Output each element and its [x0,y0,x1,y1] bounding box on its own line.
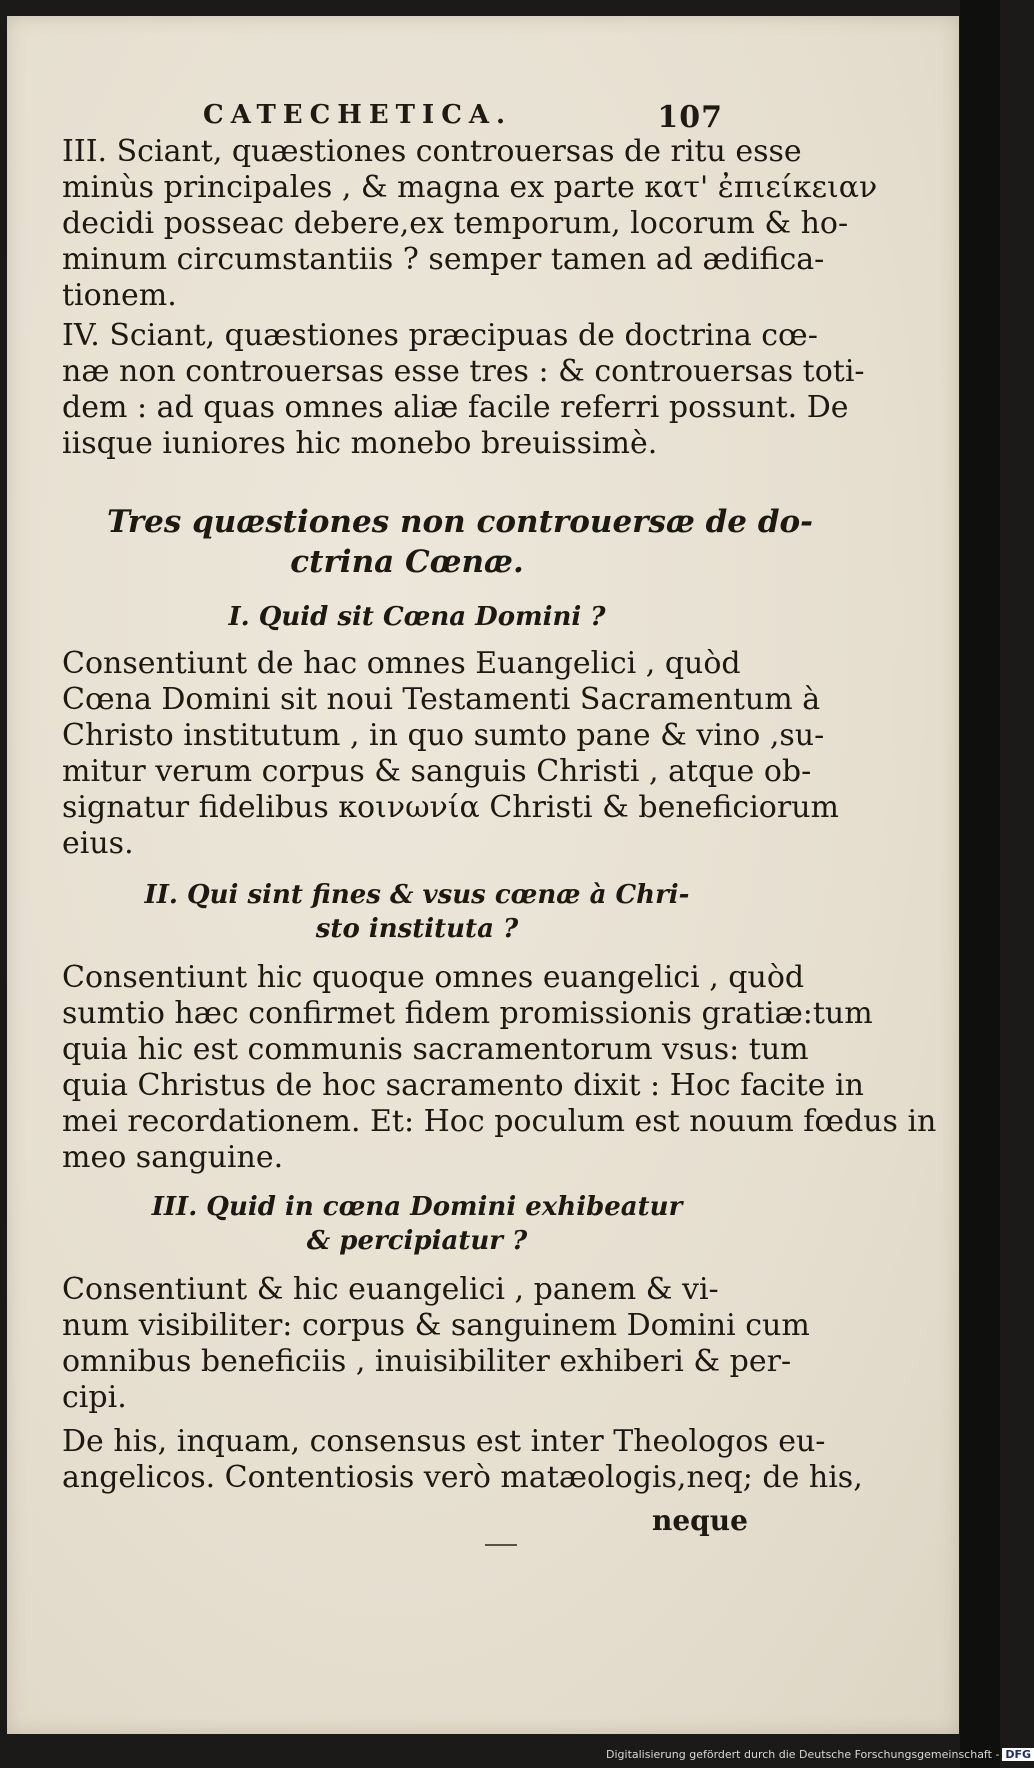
text-line: quia hic est communis sacramentorum vsus: tum [62,1032,809,1067]
question-line: & percipiatur ? [306,1226,528,1256]
page-number: 107 [657,100,723,135]
credit-text: Digitalisierung gefördert durch die Deutsche Forschungsgemeinschaft - [606,1748,1000,1761]
question-2-title [117,878,717,946]
question-line: I. Quid sit Cœna Domini ? [228,602,606,632]
question-1-text [62,646,839,862]
section-heading [107,502,814,582]
text-line: dem : ad quas omnes aliæ facile referri possunt. De [62,390,849,425]
question-1-title [117,600,717,634]
text-line: Christo institutum , in quo sumto pane & vino ,su- [62,718,825,753]
text-line: næ non controuersas esse tres : & controuersas toti- [62,354,865,389]
text-line: minùs principales , & magna ex parte κατ' ἐπιείκειαν [62,170,878,205]
heading-line: ctrina Cœnæ. [290,544,524,580]
question-3-title [117,1190,717,1258]
book-page [7,16,959,1734]
text-line: tionem. [62,278,177,313]
catchword: neque [652,1504,748,1537]
question-2-text [62,960,937,1176]
final-paragraph [62,1424,863,1496]
text-line: mitur verum corpus & sanguis Christi , atque ob- [62,754,812,789]
text-line: iisque iuniores hic monebo breuissimè. [62,426,658,461]
text-line: sumtio hæc confirmet fidem promissionis gratiæ:tum [62,996,873,1031]
question-line: sto instituta ? [315,914,519,944]
digitization-credit [606,1748,1032,1766]
text-line: IV. Sciant, quæstiones præcipuas de doctrina cœ- [62,318,818,353]
text-line: num visibiliter: corpus & sanguinem Domini cum [62,1308,810,1343]
heading-line: Tres quæstiones non controuersæ de do- [107,504,814,540]
text-line: eius. [62,826,134,861]
question-line: II. Qui sint fines & vsus cœnæ à Chri- [144,880,690,910]
bottom-rule [485,1544,517,1546]
scanner-frame-edge [960,0,1000,1768]
text-line: Cœna Domini sit noui Testamenti Sacramentum à [62,682,821,717]
question-3-text [62,1272,810,1416]
text-line: cipi. [62,1380,127,1415]
text-line: quia Christus de hoc sacramento dixit : Hoc facite in [62,1068,864,1103]
running-header [203,100,723,136]
text-line: signatur fidelibus κοινωνία Christi & beneficiorum [62,790,839,825]
running-title: CATECHETICA. [203,100,513,130]
text-line: Consentiunt hic quoque omnes euangelici , quòd [62,960,805,995]
text-line: mei recordationem. Et: Hoc poculum est nouum fœdus in [62,1104,937,1139]
text-line: decidi posseac debere,ex temporum, locorum & ho- [62,206,849,241]
paragraph-3 [62,134,878,314]
text-line: minum circumstantiis ? semper tamen ad ædifica- [62,242,825,277]
text-line: meo sanguine. [62,1140,284,1175]
text-line: III. Sciant, quæstiones controuersas de ritu esse [62,134,802,169]
question-line: III. Quid in cœna Domini exhibeatur [151,1192,683,1222]
text-line: omnibus beneficiis , inuisibiliter exhiberi & per- [62,1344,792,1379]
text-line: De his, inquam, consensus est inter Theologos eu- [62,1424,826,1459]
text-line: Consentiunt de hac omnes Euangelici , quòd [62,646,741,681]
text-line: angelicos. Contentiosis verò matæologis,neq; de his, [62,1460,863,1495]
text-line: Consentiunt & hic euangelici , panem & vi- [62,1272,719,1307]
paragraph-4 [62,318,865,462]
dfg-logo: DFG [1002,1748,1034,1761]
